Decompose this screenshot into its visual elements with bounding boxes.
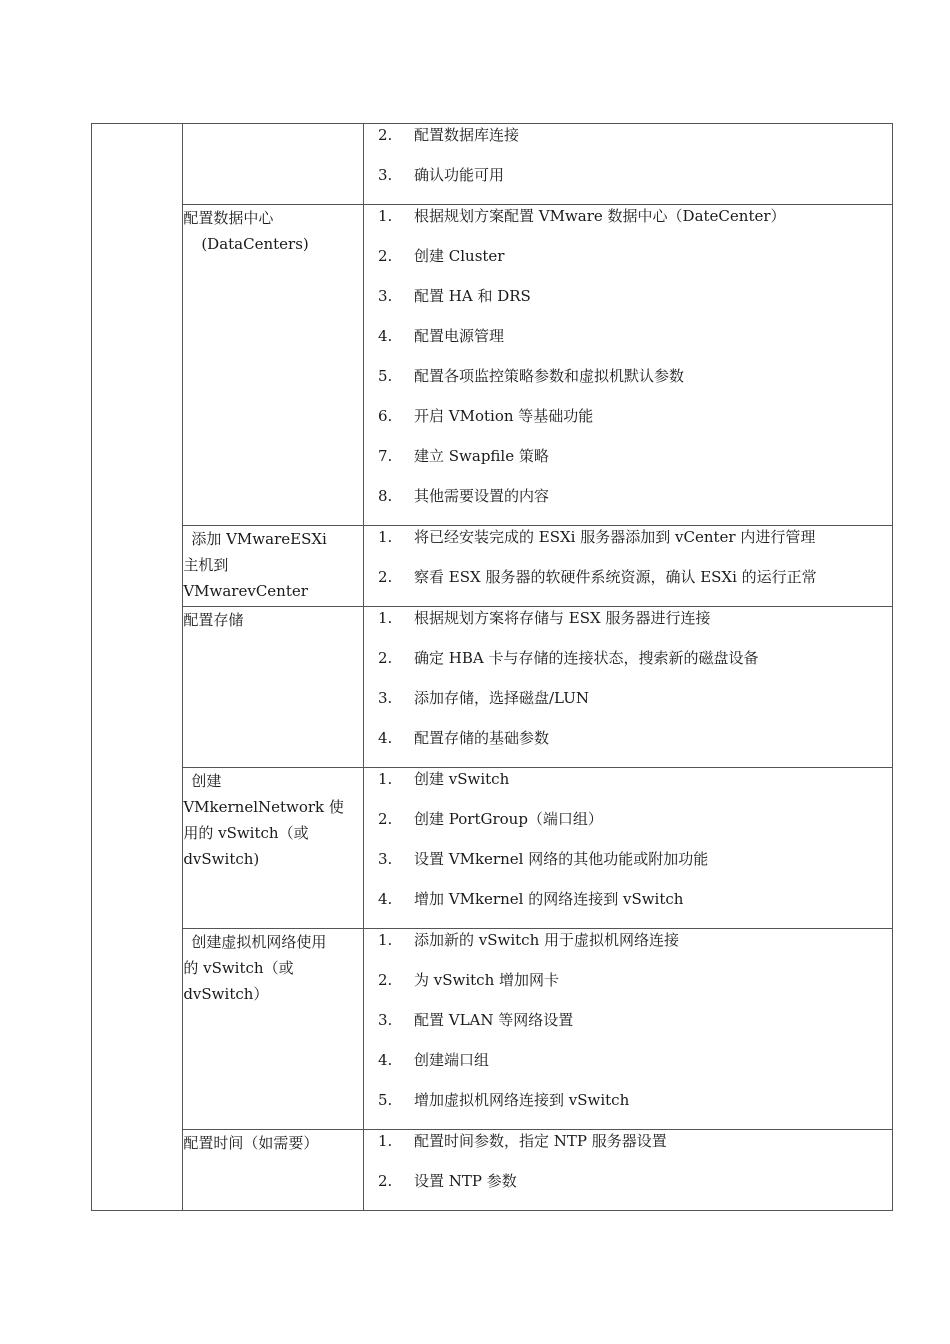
step-text: 配置 HA 和 DRS [414,287,531,305]
step-number: 2. [378,649,393,667]
step-number: 3. [378,1011,393,1029]
step-number: 1. [378,207,393,225]
row-label-cell [183,607,364,768]
blank-first-column [92,124,183,1211]
step-number: 1. [378,770,393,788]
list-item [378,365,886,405]
row-label-line: dvSwitch） [183,985,269,1003]
list-item [378,445,886,485]
step-text: 为 vSwitch 增加网卡 [414,971,560,989]
list-item [378,1009,886,1049]
list-item [378,164,886,204]
steps-list [364,607,892,767]
step-text: 配置时间参数，指定 NTP 服务器设置 [414,1132,667,1150]
table-row [92,768,893,929]
row-label-line: 创建 [191,772,222,790]
row-label-line: dvSwitch) [183,850,260,868]
list-item [378,929,886,969]
row-label-line: 配置数据中心 [183,209,274,227]
list-item [378,969,886,1009]
step-text: 增加虚拟机网络连接到 vSwitch [414,1091,630,1109]
step-text: 将已经安装完成的 ESXi 服务器添加到 vCenter 内进行管理 [414,528,816,546]
list-item [378,245,886,285]
steps-list [364,124,892,204]
row-label-cell [183,768,364,929]
row-label-cell [183,124,364,205]
list-item [378,1170,886,1210]
step-number: 2. [378,810,393,828]
table-row [92,124,893,205]
step-number: 4. [378,729,393,747]
steps-list [364,929,892,1129]
row-label-line: 配置时间（如需要） [183,1134,319,1152]
row-label-line: 的 vSwitch（或 [183,959,294,977]
step-text: 确定 HBA 卡与存储的连接状态，搜索新的磁盘设备 [414,649,759,667]
row-steps-cell [364,768,893,929]
list-item [378,205,886,245]
step-number: 2. [378,247,393,265]
list-item [378,727,886,767]
list-item [378,888,886,928]
row-label-line: 配置存储 [183,611,244,629]
step-number: 1. [378,609,393,627]
steps-list [364,1130,892,1210]
step-text: 根据规划方案配置 VMware 数据中心（DateCenter） [414,207,786,225]
step-text: 配置各项监控策略参数和虚拟机默认参数 [414,367,685,385]
row-steps-cell [364,526,893,607]
step-number: 2. [378,126,393,144]
step-number: 6. [378,407,393,425]
step-text: 开启 VMotion 等基础功能 [414,407,594,425]
step-text: 添加新的 vSwitch 用于虚拟机网络连接 [414,931,680,949]
step-text: 根据规划方案将存储与 ESX 服务器进行连接 [414,609,711,627]
step-number: 3. [378,850,393,868]
list-item [378,607,886,647]
table-row [92,526,893,607]
row-label-line: VMwarevCenter [183,582,308,600]
step-text: 创建 Cluster [414,247,505,265]
step-text: 其他需要设置的内容 [414,487,550,505]
row-steps-cell [364,205,893,526]
step-text: 察看 ESX 服务器的软硬件系统资源，确认 ESXi 的运行正常 [414,568,817,586]
row-label-line: 主机到 [183,556,229,574]
list-item [378,808,886,848]
step-text: 确认功能可用 [414,166,505,184]
step-text: 创建 vSwitch [414,770,510,788]
step-number: 1. [378,1132,393,1150]
step-number: 7. [378,447,393,465]
list-item [378,485,886,525]
row-steps-cell [364,607,893,768]
steps-list [364,768,892,928]
list-item [378,687,886,727]
list-item [378,566,886,606]
list-item [378,647,886,687]
step-number: 4. [378,890,393,908]
step-text: 配置数据库连接 [414,126,520,144]
step-number: 1. [378,931,393,949]
row-label-cell [183,929,364,1130]
row-steps-cell [364,929,893,1130]
step-text: 创建端口组 [414,1051,490,1069]
row-label-cell [183,1130,364,1211]
list-item [378,768,886,808]
steps-list [364,205,892,525]
table-row [92,929,893,1130]
row-label-line: 添加 VMwareESXi [191,530,327,548]
list-item [378,325,886,365]
steps-list [364,526,892,606]
table-row [92,205,893,526]
step-number: 3. [378,287,393,305]
step-text: 添加存储，选择磁盘/LUN [414,689,589,707]
row-label-line: VMkernelNetwork 使 [183,798,344,816]
table-row [92,1130,893,1211]
step-number: 8. [378,487,393,505]
step-number: 5. [378,367,393,385]
step-text: 配置 VLAN 等网络设置 [414,1011,574,1029]
row-steps-cell [364,1130,893,1211]
list-item [378,1130,886,1170]
step-text: 设置 VMkernel 网络的其他功能或附加功能 [414,850,709,868]
row-label-line: (DataCenters) [201,235,309,253]
step-text: 配置电源管理 [414,327,505,345]
list-item [378,405,886,445]
table-row [92,607,893,768]
step-text: 增加 VMkernel 的网络连接到 vSwitch [414,890,684,908]
list-item [378,848,886,888]
row-label-line: 创建虚拟机网络使用 [191,933,327,951]
step-number: 3. [378,166,393,184]
step-number: 3. [378,689,393,707]
step-number: 5. [378,1091,393,1109]
step-number: 1. [378,528,393,546]
deployment-steps-table [91,123,893,1211]
row-label-cell [183,526,364,607]
list-item [378,124,886,164]
step-number: 4. [378,1051,393,1069]
step-text: 建立 Swapfile 策略 [414,447,549,465]
row-label-line: 用的 vSwitch（或 [183,824,309,842]
list-item [378,1089,886,1129]
step-text: 配置存储的基础参数 [414,729,550,747]
step-number: 4. [378,327,393,345]
step-text: 创建 PortGroup（端口组） [414,810,603,828]
step-number: 2. [378,568,393,586]
step-number: 2. [378,971,393,989]
list-item [378,285,886,325]
list-item [378,1049,886,1089]
row-label-cell [183,205,364,526]
list-item [378,526,886,566]
row-steps-cell [364,124,893,205]
step-text: 设置 NTP 参数 [414,1172,517,1190]
step-number: 2. [378,1172,393,1190]
